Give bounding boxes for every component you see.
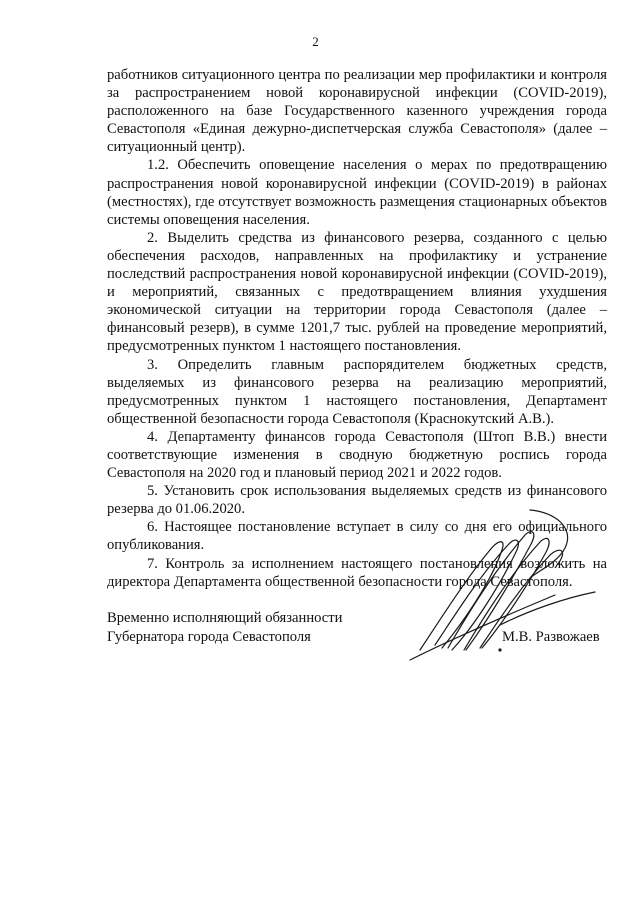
signatory-position xyxy=(107,609,342,647)
handwritten-signature xyxy=(380,500,610,675)
paragraph-5: 5. Установить срок использования выделяемых средств из финансового резерва до 01.06.2020. xyxy=(107,483,607,518)
paragraph-6: 6. Настоящее постановление вступает в силу со дня его официального опубликования. xyxy=(107,519,607,554)
paragraph-2: 2. Выделить средства из финансового резерва, созданного с целью обеспечения расходов, направленных на профилактику и устранение последствий распространения новой коронавирусной инфекции (COVID-2019), и мероприятий, связанных с предотвращением влияния ухудшения экономической ситуации на территории города Севастополя (далее – финансовый резерв), в сумме 1201,7 тыс. рублей на проведение мероприятий, предусмотренных пунктом 1 настоящего постановления. xyxy=(107,229,607,355)
paragraph-7: 7. Контроль за исполнением настоящего постановления возложить на директора Департамента общественной безопасности города Севастополя. xyxy=(107,555,607,590)
paragraph-continuation: работников ситуационного центра по реализации мер профилактики и контроля за распространением новой коронавирусной инфекции (COVID-2019), расположенного на базе Государственного казенного учреждения города Севастополя «Единая дежурно-диспетчерская служба Севастополя» (далее – ситуационный центр). xyxy=(107,67,607,156)
page-number: 2 xyxy=(312,34,319,49)
paragraph-4: 4. Департаменту финансов города Севастополя (Штоп В.В.) внести соответствующие изменения в сводную бюджетную роспись города Севастополя на 2020 год и плановый период 2021 и 2022 годов. xyxy=(107,428,607,482)
signatory-position-line2: Губернатора города Севастополя xyxy=(107,629,311,645)
signatory-position-line1: Временно исполняющий обязанности xyxy=(107,610,343,626)
paragraph-3: 3. Определить главным распорядителем бюджетных средств, выделяемых из финансового резерва на реализацию мероприятий, предусмотренных пунктом 1 настоящего постановления, Департамент общественной безопасности города Севастополя (Краснокутский А.В.). xyxy=(107,356,607,427)
signatory-name: М.В. Развожаев xyxy=(502,629,600,645)
paragraph-1-2: 1.2. Обеспечить оповещение населения о мерах по предотвращению распространения новой коронавирусной инфекции (COVID-2019) в районах (местностях), где отсутствует возможность размещения стационарных объектов системы оповещения населения. xyxy=(107,157,607,228)
signature-graphic xyxy=(380,500,610,675)
